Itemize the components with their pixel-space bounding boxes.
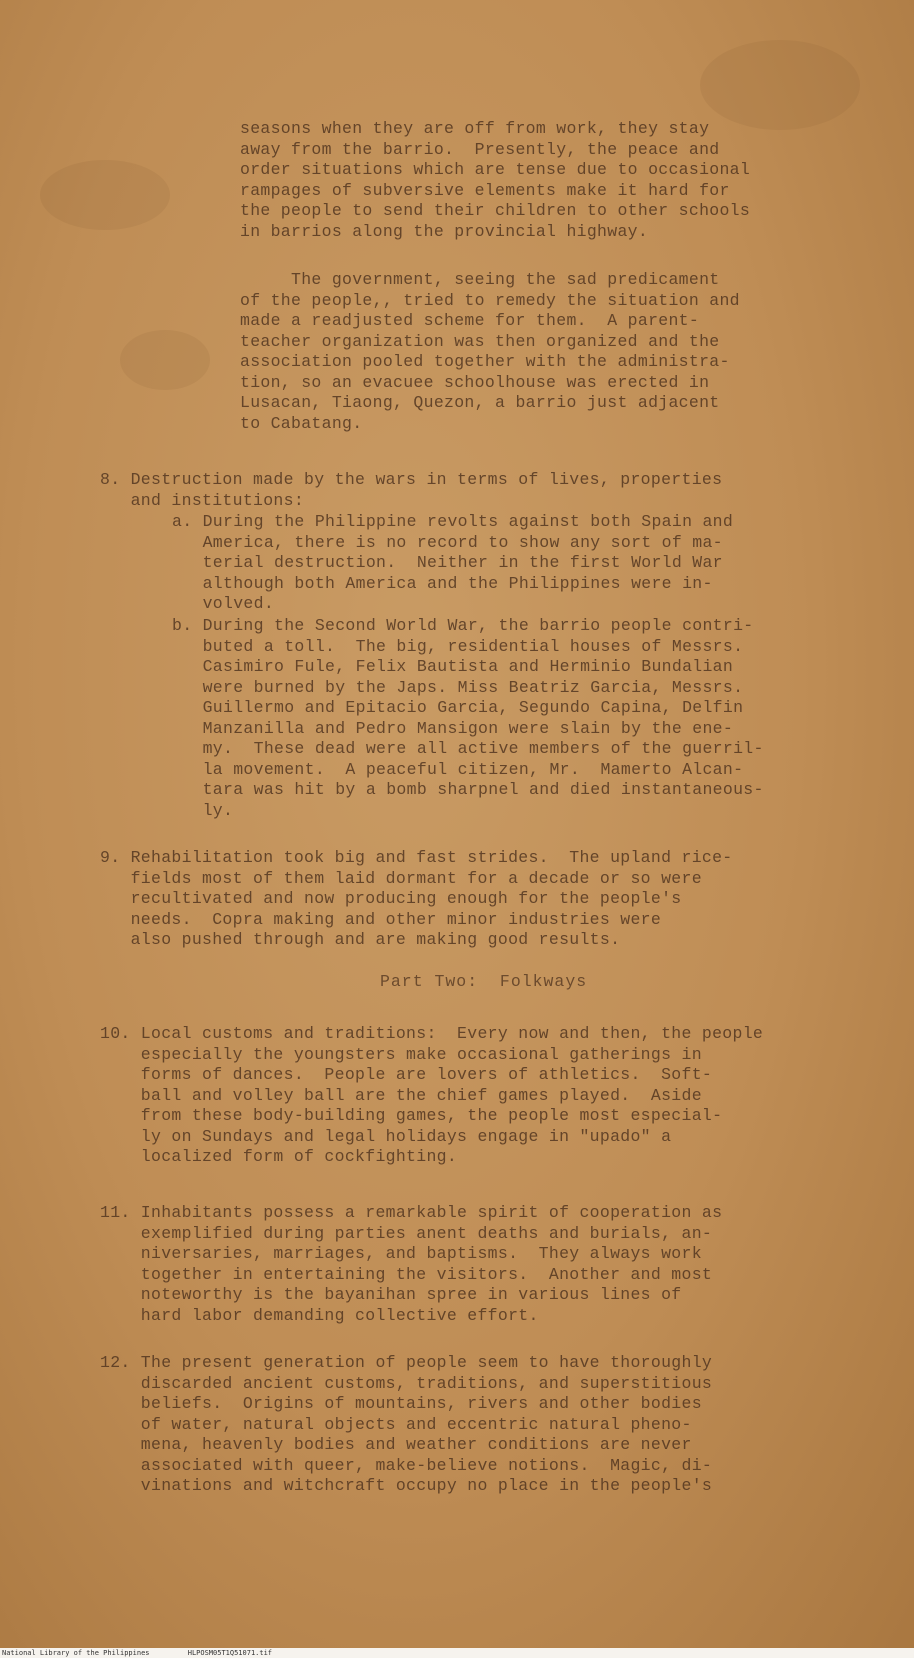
paper-stain (120, 330, 210, 390)
text-line: niversaries, marriages, and baptisms. They always work (100, 1244, 702, 1263)
text-line: rampages of subversive elements make it hard for (240, 180, 730, 200)
text-line: Lusacan, Tiaong, Quezon, a barrio just adjacent (240, 393, 720, 412)
text-line: fields most of them laid dormant for a decade or so were (100, 868, 702, 888)
part-two-heading: Part Two: Folkways (380, 972, 588, 991)
text-line: needs. Copra making and other minor industries were (100, 909, 662, 929)
paper-stain (700, 40, 860, 130)
text-line: from these body-building games, the people most especial- (100, 1106, 723, 1125)
text-line: the people to send their children to other schools (240, 201, 751, 220)
item-8-lead (100, 470, 722, 511)
text-line: Manzanilla and Pedro Mansigon were slain by the ene- (172, 718, 734, 738)
text-line: America, there is no record to show any sort of ma- (172, 532, 723, 552)
paper-stain (40, 160, 170, 230)
text-line: away from the barrio. Presently, the peace and (240, 139, 720, 159)
library-credit: National Library of the Philippines (2, 1649, 150, 1657)
text-line: hard labor demanding collective effort. (100, 1305, 539, 1325)
text-line: recultivated and now producing enough for the people's (100, 889, 682, 908)
text-line: were burned by the Japs. Miss Beatriz Garcia, Messrs. (172, 677, 744, 697)
text-line: and institutions: (100, 490, 305, 510)
text-line: localized form of cockfighting. (100, 1147, 458, 1166)
text-line: associated with queer, make-believe notions. Magic, di- (100, 1455, 713, 1475)
text-line: also pushed through and are making good results. (100, 930, 621, 949)
text-line: seasons when they are off from work, they stay (240, 119, 710, 138)
text-line: together in entertaining the visitors. Another and most (100, 1264, 713, 1284)
text-line: la movement. A peaceful citizen, Mr. Mamerto Alcan- (172, 759, 744, 779)
text-line: ball and volley ball are the chief games played. Aside (100, 1085, 702, 1105)
text-line: Guillermo and Epitacio Garcia, Segundo Capina, Delfin (172, 698, 744, 717)
text-line: terial destruction. Neither in the first World War (172, 553, 723, 572)
text-line: b. During the Second World War, the barrio people contri- (172, 616, 754, 635)
text-line: 9. Rehabilitation took big and fast strides. The upland rice- (100, 848, 733, 867)
text-line: exemplified during parties anent deaths and burials, an- (100, 1223, 713, 1243)
text-line: ly on Sundays and legal holidays engage in "upado" a (100, 1126, 672, 1146)
text-line: volved. (172, 594, 275, 613)
text-line: especially the youngsters make occasional gatherings in (100, 1044, 702, 1064)
text-line: The government, seeing the sad predicament (240, 270, 720, 289)
text-line: Casimiro Fule, Felix Bautista and Herminio Bundalian (172, 657, 734, 676)
text-line: made a readjusted scheme for them. A parent- (240, 311, 700, 330)
text-line: order situations which are tense due to occasional (240, 160, 751, 179)
scan-footer (0, 1648, 914, 1658)
text-line: 12. The present generation of people seem to have thoroughly (100, 1353, 713, 1372)
text-line: mena, heavenly bodies and weather conditions are never (100, 1435, 692, 1454)
text-line: buted a toll. The big, residential houses of Messrs. (172, 636, 744, 656)
item-8b (172, 616, 764, 821)
text-line: my. These dead were all active members of the guerril- (172, 739, 764, 758)
text-line: 11. Inhabitants possess a remarkable spirit of cooperation as (100, 1203, 723, 1222)
item-10 (100, 1024, 763, 1168)
text-line: in barrios along the provincial highway. (240, 221, 649, 241)
file-id: HLPOSM05T1Q51071.tif (187, 1649, 273, 1657)
text-line: beliefs. Origins of mountains, rivers and other bodies (100, 1394, 702, 1413)
government-paragraph (240, 270, 740, 434)
item-12 (100, 1353, 712, 1497)
text-line: 10. Local customs and traditions: Every now and then, the people (100, 1024, 764, 1043)
text-line: 8. Destruction made by the wars in terms of lives, properties (100, 470, 723, 489)
text-line: although both America and the Philippines were in- (172, 573, 713, 593)
text-line: ly. (172, 800, 234, 820)
text-line: to Cabatang. (240, 413, 363, 433)
item-11 (100, 1203, 722, 1326)
item-8a (172, 512, 733, 615)
text-line: a. During the Philippine revolts against both Spain and (172, 512, 734, 531)
text-line: of water, natural objects and eccentric natural pheno- (100, 1414, 692, 1434)
text-line: forms of dances. People are lovers of athletics. Soft- (100, 1065, 713, 1084)
intro-paragraph (240, 119, 750, 242)
text-line: teacher organization was then organized and the (240, 331, 720, 351)
text-line: tion, so an evacuee schoolhouse was erected in (240, 372, 710, 392)
item-9 (100, 848, 733, 951)
text-line: noteworthy is the bayanihan spree in various lines of (100, 1285, 682, 1304)
text-line: discarded ancient customs, traditions, and superstitious (100, 1373, 713, 1393)
text-line: of the people,, tried to remedy the situation and (240, 290, 740, 310)
text-line: vinations and witchcraft occupy no place in the people's (100, 1476, 713, 1495)
text-line: association pooled together with the administra- (240, 352, 730, 371)
text-line: tara was hit by a bomb sharpnel and died instantaneous- (172, 780, 764, 799)
